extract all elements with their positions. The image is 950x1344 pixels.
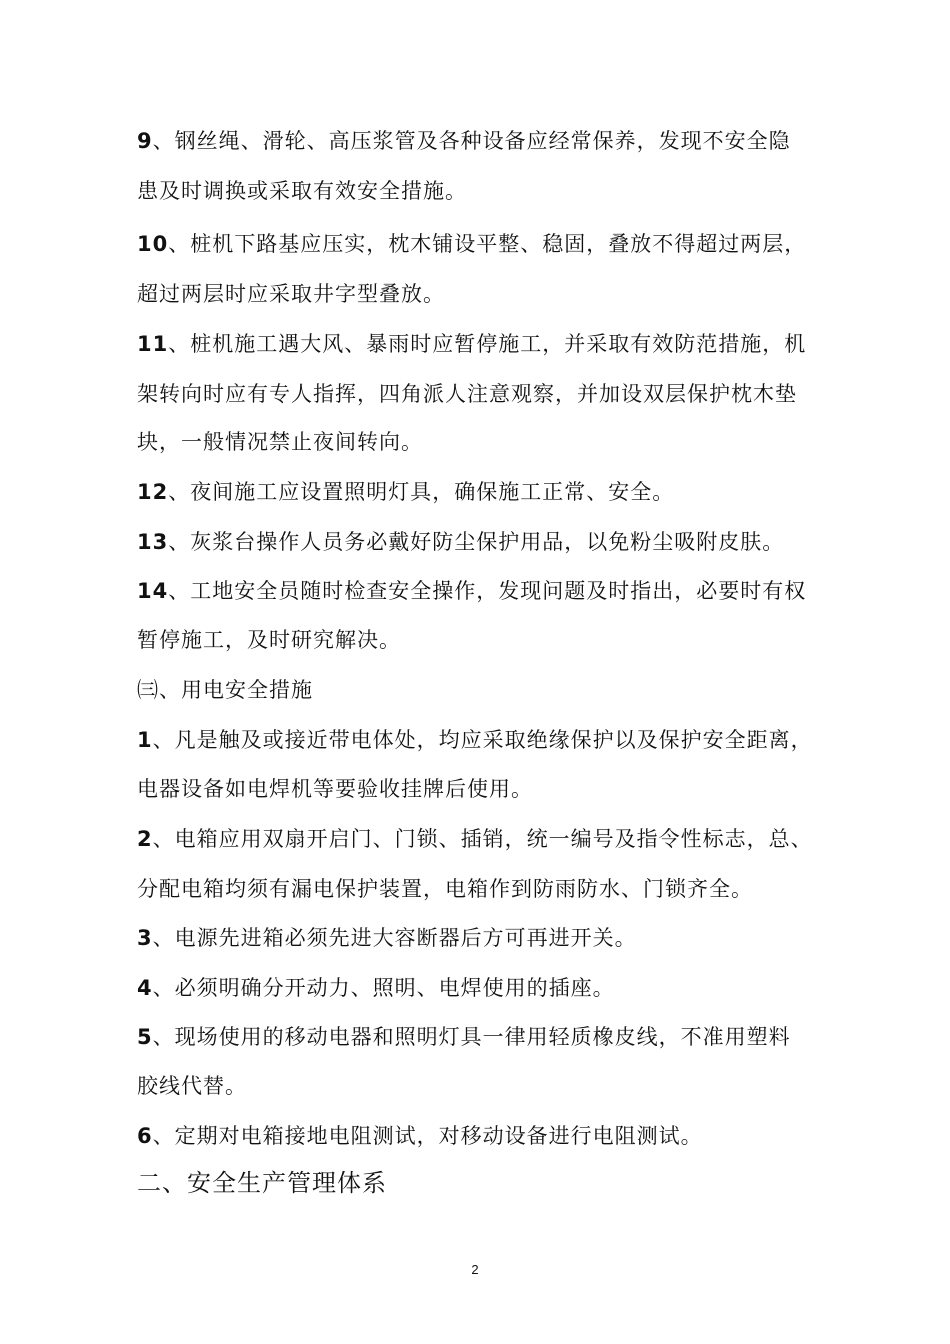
- electric-item-1-line-2: 电器设备如电焊机等要验收挂牌后使用。: [137, 777, 533, 801]
- electric-item-1-line-1: 1、凡是触及或接近带电体处，均应采取绝缘保护以及保护安全距离，: [137, 728, 813, 752]
- item-10-line-2: 超过两层时应采取井字型叠放。: [137, 282, 445, 306]
- item-14-line-2: 暂停施工，及时研究解决。: [137, 628, 401, 652]
- electric-item-2-line-1: 2、电箱应用双扇开启门、门锁、插销，统一编号及指令性标志，总、: [137, 827, 813, 851]
- electric-item-6-line-1: 6、定期对电箱接地电阻测试，对移动设备进行电阻测试。: [137, 1124, 703, 1148]
- subsection-title: ㈢、用电安全措施: [137, 678, 313, 702]
- item-9-line-1: 9、钢丝绳、滑轮、高压浆管及各种设备应经常保养，发现不安全隐: [137, 129, 791, 153]
- item-12-line-1: 12、夜间施工应设置照明灯具，确保施工正常、安全。: [137, 480, 675, 504]
- item-11-line-2: 架转向时应有专人指挥，四角派人注意观察，并加设双层保护枕木垫: [137, 382, 797, 406]
- electric-item-5-line-2: 胶线代替。: [137, 1074, 247, 1098]
- item-9-line-2: 患及时调换或采取有效安全措施。: [137, 179, 467, 203]
- item-11-line-3: 块，一般情况禁止夜间转向。: [137, 430, 423, 454]
- item-11-line-1: 11、桩机施工遇大风、暴雨时应暂停施工，并采取有效防范措施，机: [137, 332, 807, 356]
- item-13-line-1: 13、灰浆台操作人员务必戴好防尘保护用品，以免粉尘吸附皮肤。: [137, 530, 785, 554]
- item-14-line-1: 14、工地安全员随时检查安全操作，发现问题及时指出，必要时有权: [137, 579, 807, 603]
- item-10-line-1: 10、桩机下路基应压实，枕木铺设平整、稳固，叠放不得超过两层，: [137, 232, 807, 256]
- page-number: 2: [471, 1262, 479, 1277]
- electric-item-3-line-1: 3、电源先进箱必须先进大容断器后方可再进开关。: [137, 926, 637, 950]
- section-title: 二、安全生产管理体系: [137, 1169, 387, 1197]
- electric-item-2-line-2: 分配电箱均须有漏电保护装置，电箱作到防雨防水、门锁齐全。: [137, 877, 753, 901]
- electric-item-4-line-1: 4、必须明确分开动力、照明、电焊使用的插座。: [137, 976, 615, 1000]
- electric-item-5-line-1: 5、现场使用的移动电器和照明灯具一律用轻质橡皮线，不准用塑料: [137, 1025, 791, 1049]
